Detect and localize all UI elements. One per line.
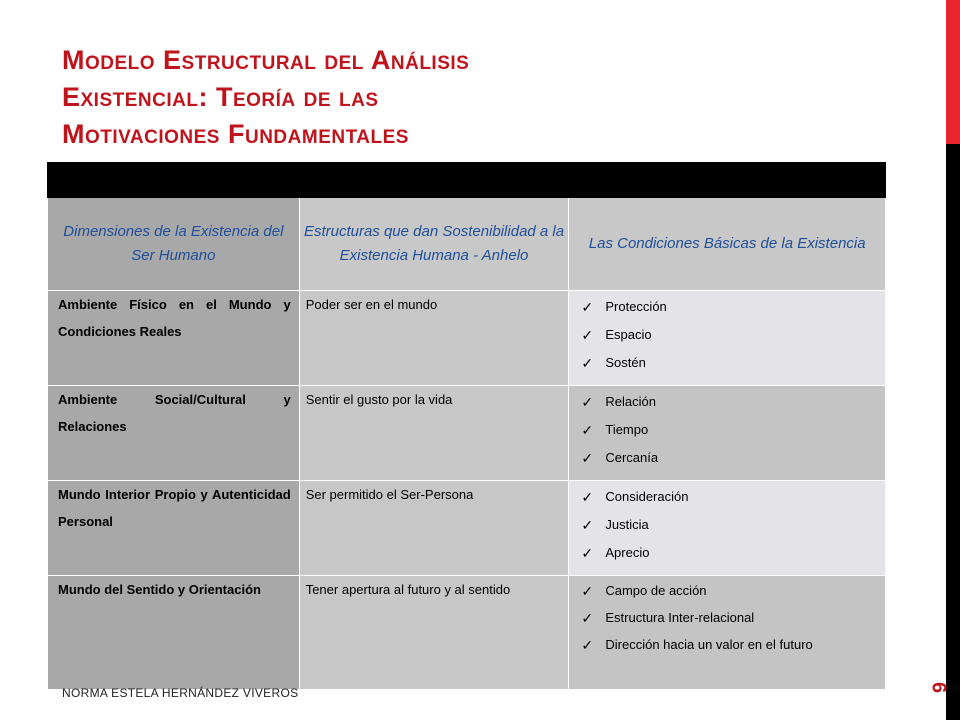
conditions-list — [581, 487, 881, 563]
condition-label: Tiempo — [605, 422, 649, 437]
table-row — [48, 481, 886, 576]
check-icon: ✓ — [581, 422, 594, 438]
column-header-conditions: Las Condiciones Básicas de la Existencia — [569, 198, 886, 291]
condition-item — [581, 581, 881, 601]
conditions-list — [581, 297, 881, 373]
dimension-cell: Mundo del Sentido y Orientación — [48, 576, 300, 690]
condition-label: Consideración — [605, 489, 689, 504]
top-bar-cell — [569, 163, 886, 198]
check-icon: ✓ — [581, 327, 594, 343]
page-number: 6 — [927, 681, 950, 694]
condition-label: Estructura Inter-relacional — [605, 610, 755, 625]
title-line: Modelo Estructural del Análisis — [62, 45, 470, 75]
footer-author: NORMA ESTELA HERNÁNDEZ VIVEROS — [62, 686, 299, 700]
conditions-cell — [569, 481, 886, 576]
dimension-cell: Ambiente Físico en el Mundo y Condiciones Reales — [48, 291, 300, 386]
slide-title — [62, 42, 762, 153]
structure-cell: Ser permitido el Ser-Persona — [299, 481, 569, 576]
structure-cell: Sentir el gusto por la vida — [299, 386, 569, 481]
conditions-cell — [569, 291, 886, 386]
top-bar-cell — [299, 163, 569, 198]
title-line: Motivaciones Fundamentales — [62, 119, 409, 149]
conditions-list — [581, 392, 881, 468]
condition-label: Justicia — [605, 517, 649, 532]
condition-item — [581, 420, 881, 440]
top-bar-cell — [48, 163, 300, 198]
structure-cell: Tener apertura al futuro y al sentido — [299, 576, 569, 690]
check-icon: ✓ — [581, 610, 594, 626]
check-icon: ✓ — [581, 394, 594, 410]
check-icon: ✓ — [581, 637, 594, 653]
title-line: Existencial: Teoría de las — [62, 82, 379, 112]
condition-label: Dirección hacia un valor en el futuro — [605, 637, 813, 652]
table-row — [48, 291, 886, 386]
condition-label: Aprecio — [605, 545, 650, 560]
check-icon: ✓ — [581, 583, 594, 599]
condition-label: Campo de acción — [605, 583, 707, 598]
condition-label: Protección — [605, 299, 667, 314]
condition-label: Sostén — [605, 355, 646, 370]
check-icon: ✓ — [581, 355, 594, 371]
column-header-structures: Estructuras que dan Sostenibilidad a la Existencia Humana - Anhelo — [299, 198, 569, 291]
dimension-cell: Mundo Interior Propio y Autenticidad Personal — [48, 481, 300, 576]
table-row — [48, 576, 886, 690]
check-icon: ✓ — [581, 450, 594, 466]
condition-item — [581, 353, 881, 373]
structure-cell: Poder ser en el mundo — [299, 291, 569, 386]
table-row — [48, 386, 886, 481]
condition-item — [581, 635, 881, 655]
condition-label: Cercanía — [605, 450, 659, 465]
condition-item — [581, 515, 881, 535]
condition-item — [581, 543, 881, 563]
column-header-dimensions: Dimensiones de la Existencia del Ser Humano — [48, 198, 300, 291]
table-header-row — [48, 198, 886, 291]
accent-bar-red — [946, 0, 960, 144]
check-icon: ✓ — [581, 299, 594, 315]
accent-bar-black — [946, 144, 960, 720]
condition-item — [581, 297, 881, 317]
check-icon: ✓ — [581, 517, 594, 533]
condition-item — [581, 608, 881, 628]
condition-item — [581, 325, 881, 345]
conditions-cell — [569, 386, 886, 481]
dimension-cell: Ambiente Social/Cultural y Relaciones — [48, 386, 300, 481]
condition-label: Espacio — [605, 327, 652, 342]
check-icon: ✓ — [581, 489, 594, 505]
conditions-list — [581, 581, 881, 655]
condition-item — [581, 487, 881, 507]
condition-item — [581, 448, 881, 468]
check-icon: ✓ — [581, 545, 594, 561]
condition-label: Relación — [605, 394, 656, 409]
condition-item — [581, 392, 881, 412]
table-top-bar — [48, 163, 886, 198]
conditions-cell — [569, 576, 886, 690]
motivations-table — [47, 162, 886, 690]
